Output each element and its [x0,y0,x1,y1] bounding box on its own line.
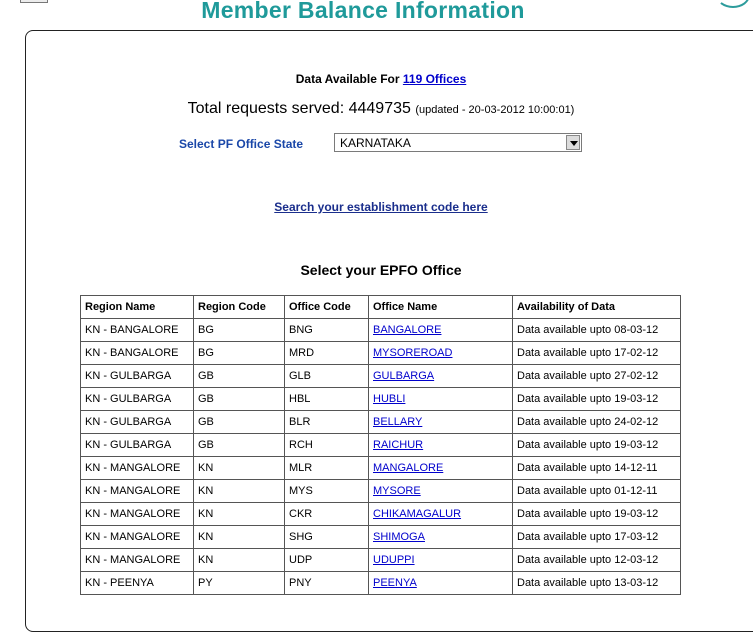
state-select-value: KARNATAKA [340,136,411,150]
table-row [81,457,681,480]
cell-region-name: KN - MANGALORE [81,480,194,503]
header-region-name: Region Name [81,296,194,319]
cell-availability: Data available upto 14-12-11 [513,457,681,480]
cell-region-name: KN - MANGALORE [81,457,194,480]
cell-availability: Data available upto 27-02-12 [513,365,681,388]
page-title: Member Balance Information [201,0,525,23]
data-availability [26,72,736,86]
cell-office-code: SHG [285,526,369,549]
cell-office-code: GLB [285,365,369,388]
office-link[interactable]: RAICHUR [373,439,424,451]
office-link[interactable]: SHIMOGA [373,531,425,543]
cell-office-name [369,319,513,342]
office-link[interactable]: CHIKAMAGALUR [373,508,462,520]
cell-availability: Data available upto 19-03-12 [513,503,681,526]
office-link[interactable]: MANGALORE [373,462,444,474]
table-row [81,549,681,572]
cell-region-name: KN - MANGALORE [81,503,194,526]
cell-region-name: KN - BANGALORE [81,342,194,365]
cell-region-code: KN [194,457,285,480]
table-row [81,365,681,388]
epfo-office-heading: Select your EPFO Office [300,262,462,278]
cell-office-name [369,457,513,480]
cell-region-name: KN - MANGALORE [81,526,194,549]
office-link[interactable]: PEENYA [373,577,417,589]
header-region-code: Region Code [194,296,285,319]
cell-availability: Data available upto 01-12-11 [513,480,681,503]
cell-availability: Data available upto 17-03-12 [513,526,681,549]
cell-availability: Data available upto 19-03-12 [513,434,681,457]
cell-office-code: UDP [285,549,369,572]
office-link[interactable]: MYSORE [373,485,421,497]
cell-availability: Data available upto 17-02-12 [513,342,681,365]
cell-office-name [369,342,513,365]
cell-region-name: KN - PEENYA [81,572,194,595]
table-row [81,572,681,595]
cell-office-name [369,411,513,434]
cell-office-code: BLR [285,411,369,434]
cell-office-code: MLR [285,457,369,480]
cell-office-code: BNG [285,319,369,342]
total-requests [26,100,736,118]
availability-prefix: Data Available For [295,72,400,86]
table-header-row [81,296,681,319]
cell-office-code: PNY [285,572,369,595]
table-row [81,480,681,503]
table-row [81,434,681,457]
state-select[interactable] [334,133,582,152]
office-link[interactable]: BANGALORE [373,324,442,336]
cell-region-name: KN - BANGALORE [81,319,194,342]
office-link[interactable]: MYSOREROAD [373,347,453,359]
office-link[interactable]: UDUPPI [373,554,415,566]
cell-office-code: HBL [285,388,369,411]
cell-region-name: KN - GULBARGA [81,434,194,457]
table-row [81,319,681,342]
cell-region-name: KN - MANGALORE [81,549,194,572]
cell-availability: Data available upto 13-03-12 [513,572,681,595]
cell-region-code: GB [194,411,285,434]
cell-region-code: KN [194,503,285,526]
table-row [81,342,681,365]
cell-region-code: GB [194,365,285,388]
cell-region-code: KN [194,526,285,549]
table-row [81,503,681,526]
cell-office-code: MRD [285,342,369,365]
cell-office-code: RCH [285,434,369,457]
content-panel [25,30,753,632]
chevron-down-icon[interactable] [566,135,580,150]
office-link[interactable]: GULBARGA [373,370,435,382]
total-requests-label: Total requests served: 4449735 [187,100,411,117]
cell-region-code: KN [194,480,285,503]
cell-availability: Data available upto 08-03-12 [513,319,681,342]
cell-region-code: PY [194,572,285,595]
office-link[interactable]: BELLARY [373,416,423,428]
cell-region-name: KN - GULBARGA [81,365,194,388]
cell-region-code: BG [194,319,285,342]
cell-region-code: GB [194,434,285,457]
cell-availability: Data available upto 12-03-12 [513,549,681,572]
cell-office-code: CKR [285,503,369,526]
table-row [81,411,681,434]
cell-region-code: KN [194,549,285,572]
table-row [81,388,681,411]
cell-office-name [369,503,513,526]
cell-office-name [369,365,513,388]
cell-office-name [369,388,513,411]
header-availability: Availability of Data [513,296,681,319]
cell-region-code: BG [194,342,285,365]
cell-office-name [369,480,513,503]
header-office-name: Office Name [369,296,513,319]
header-office-code: Office Code [285,296,369,319]
offices-table [80,295,681,595]
cell-region-code: GB [194,388,285,411]
cell-office-name [369,572,513,595]
updated-timestamp: (updated - 20-03-2012 10:00:01) [415,104,575,116]
cell-availability: Data available upto 24-02-12 [513,411,681,434]
offices-link[interactable]: 119 Offices [402,72,467,86]
cell-availability: Data available upto 19-03-12 [513,388,681,411]
cell-office-name [369,526,513,549]
state-select-label: Select PF Office State [179,137,304,151]
search-establishment-link[interactable]: Search your establishment code here [274,200,488,214]
table-row [81,526,681,549]
cell-region-name: KN - GULBARGA [81,411,194,434]
cell-office-code: MYS [285,480,369,503]
cell-office-name [369,434,513,457]
cell-region-name: KN - GULBARGA [81,388,194,411]
office-link[interactable]: HUBLI [373,393,406,405]
cell-office-name [369,549,513,572]
